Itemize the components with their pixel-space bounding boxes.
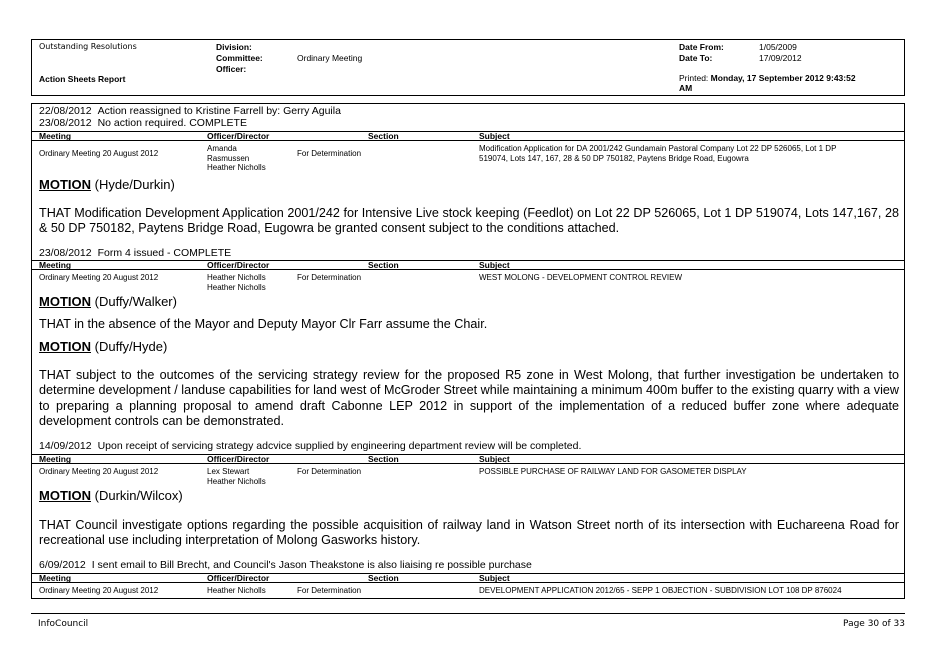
report-name: Outstanding Resolutions: [39, 42, 137, 51]
column-header-row: Meeting Officer/Director Section Subject: [32, 454, 904, 464]
footer-divider: [31, 613, 905, 614]
section-cell: For Determination: [297, 149, 362, 158]
printed-value-cont: AM: [679, 83, 693, 93]
subject-cell: POSSIBLE PURCHASE OF RAILWAY LAND FOR GASOMETER DISPLAY: [479, 467, 747, 476]
section-cell: For Determination: [297, 586, 362, 595]
section-cell: For Determination: [297, 273, 362, 282]
action-note: 6/09/2012 I sent email to Bill Brecht, and Council's Jason Theakstone is also liaising re possible purchase: [39, 559, 532, 571]
action-note: 23/08/2012 No action required. COMPLETE: [39, 117, 247, 129]
printed-label: Printed:: [679, 73, 709, 83]
officer-cell: Heather Nicholls: [207, 586, 266, 595]
subject-cell: Modification Application for DA 2001/242 Gundamain Pastoral Company Lot 22 DP 526065, Lot 1 DP 519074, Lots 147, 167, 28 & 50 DP 750182, Paytens Bridge Road, Eugowra: [479, 144, 837, 163]
date-to-value: 17/09/2012: [759, 53, 802, 63]
resolution-text: THAT Modification Development Application 2001/242 for Intensive Live stock keeping (Feedlot) on Lot 22 DP 526065, Lot 1 DP 519074, Lots 147,167, 28 & 50 DP 750182, Paytens Bridge Road, Eugowra be granted consent subject to the conditions attached.: [39, 206, 899, 236]
officer-cell: Heather Nicholls Heather Nicholls: [207, 273, 266, 292]
officer-cell: Amanda Rasmussen Heather Nicholls: [207, 144, 266, 172]
meeting-cell: Ordinary Meeting 20 August 2012: [39, 467, 159, 476]
printed-value: Monday, 17 September 2012 9:43:52: [710, 73, 856, 83]
meeting-cell: Ordinary Meeting 20 August 2012: [39, 586, 159, 595]
motion-heading: MOTION (Hyde/Durkin): [39, 177, 175, 192]
officer-label: Officer:: [216, 64, 247, 74]
meeting-cell: Ordinary Meeting 20 August 2012: [39, 273, 159, 282]
column-header-row: Meeting Officer/Director Section Subject: [32, 573, 904, 583]
section-cell: For Determination: [297, 467, 362, 476]
action-note: 22/08/2012 Action reassigned to Kristine Farrell by: Gerry Aguila: [39, 105, 341, 117]
date-from-value: 1/05/2009: [759, 42, 797, 52]
page-number: Page 30 of 33: [843, 619, 905, 629]
motion-heading: MOTION (Duffy/Hyde): [39, 339, 168, 354]
committee-label: Committee:: [216, 53, 263, 63]
division-label: Division:: [216, 42, 252, 52]
subject-cell: WEST MOLONG - DEVELOPMENT CONTROL REVIEW: [479, 273, 682, 282]
action-note: 23/08/2012 Form 4 issued - COMPLETE: [39, 247, 232, 259]
footer-brand: InfoCouncil: [38, 619, 89, 629]
officer-cell: Lex Stewart Heather Nicholls: [207, 467, 266, 486]
meeting-cell: Ordinary Meeting 20 August 2012: [39, 149, 159, 158]
subject-cell: DEVELOPMENT APPLICATION 2012/65 - SEPP 1 OBJECTION - SUBDIVISION LOT 108 DP 876024: [479, 586, 842, 595]
column-header-row: Meeting Officer/Director Section Subject: [32, 131, 904, 141]
date-to-label: Date To:: [679, 53, 713, 63]
printed-line: [679, 73, 856, 83]
report-header: [31, 39, 905, 96]
report-type: Action Sheets Report: [39, 74, 126, 84]
resolution-text: THAT Council investigate options regarding the possible acquisition of railway land in Watson Street north of its intersection with Euchareena Road for recreational use including interpretation of Molong Gasworks history.: [39, 518, 899, 548]
motion-heading: MOTION (Durkin/Wilcox): [39, 488, 183, 503]
column-header-row: Meeting Officer/Director Section Subject: [32, 260, 904, 270]
action-note: 14/09/2012 Upon receipt of servicing strategy adcvice supplied by engineering department review will be completed.: [39, 440, 582, 452]
resolution-text: THAT in the absence of the Mayor and Deputy Mayor Clr Farr assume the Chair.: [39, 317, 488, 331]
motion-heading: MOTION (Duffy/Walker): [39, 294, 177, 309]
date-from-label: Date From:: [679, 42, 724, 52]
resolution-text: THAT subject to the outcomes of the servicing strategy review for the proposed R5 zone in West Molong, that further investigation be undertaken to determine development / landuse capabilities for land west of McGroder Street while maintaining a minimum 400m buffer to the existing quarry with a view to preparing a planning proposal to amend draft Cabonne LEP 2012 in support of the implementation of a reduced buffer zone where adequate development controls can be demonstrated.: [39, 368, 899, 429]
committee-value: Ordinary Meeting: [297, 53, 363, 63]
